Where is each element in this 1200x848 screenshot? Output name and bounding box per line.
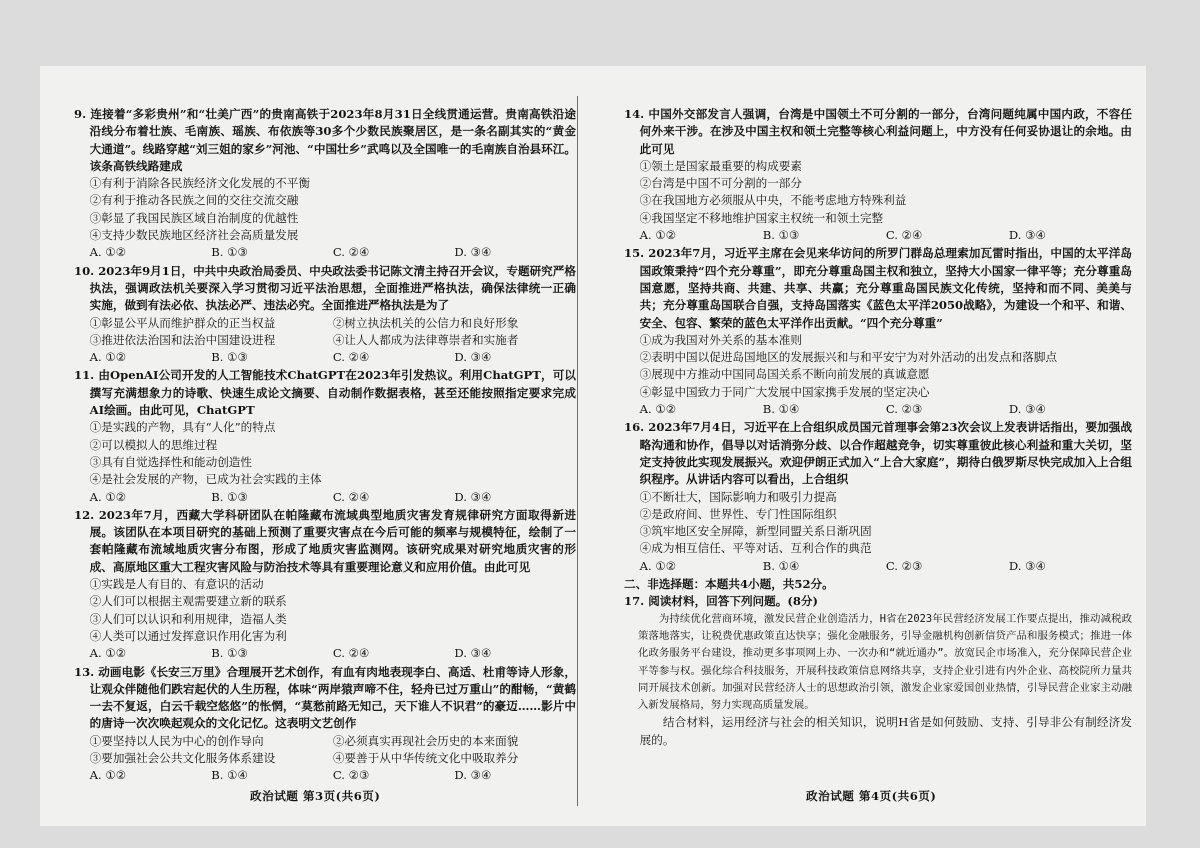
- question-17: [624, 593, 1132, 749]
- answer-choices: [74, 645, 576, 662]
- option-3: ③展现中方推动中国同岛国关系不断向前发展的真诚意愿: [639, 367, 930, 382]
- section-heading: 二、非选择题：本题共4小题，共52分。: [624, 577, 834, 592]
- option-2: ②有利于推动各民族之间的交往交流交融: [89, 193, 299, 208]
- right-page-column: [624, 106, 1132, 750]
- choice-a: A. ①②: [639, 558, 677, 573]
- answer-choices: [74, 244, 576, 261]
- choice-a: A. ①②: [639, 228, 677, 243]
- choice-c: C. ②④: [332, 350, 370, 365]
- option-4: ④成为相互信任、平等对话、互利合作的典范: [639, 541, 872, 556]
- answer-choices: [624, 227, 1132, 244]
- question-stem: 13. 动画电影《长安三万里》合理展开艺术创作，有血有肉地表现李白、高适、杜甫等诗人形象，让观众伴随他们跌宕起伏的人生历程，体味“两岸猿声啼不住，轻舟已过万重山”的酣畅，“黄鹤一去不复返，白云千载空悠悠”的怅惘，“莫愁前路无知己，天下谁人不识君”的豪迈……影片中的唐诗一次次唤起观众的文化记忆。这表明文艺创作: [74, 664, 576, 731]
- choice-d: D. ③④: [454, 768, 492, 783]
- option-3: ③人们可以认识和利用规律，造福人类: [89, 611, 287, 626]
- option-3: ③在我国地方必须服从中央，不能考虑地方特殊利益: [639, 193, 907, 208]
- option-2: ②必须真实再现社会历史的本来面貌: [332, 733, 519, 748]
- option-2: ②树立执法机关的公信力和良好形象: [332, 315, 519, 330]
- page-footer: 政治试题 第4页(共6页): [806, 789, 937, 803]
- question-12: [74, 507, 576, 663]
- choice-d: D. ③④: [454, 489, 492, 504]
- choice-b: B. ①③: [211, 245, 248, 260]
- answer-choices: [74, 489, 576, 506]
- choice-d: D. ③④: [454, 350, 492, 365]
- option-1: ①要坚持以人民为中心的创作导向: [89, 733, 264, 748]
- question-9: [74, 106, 576, 262]
- option-2: ②是政府间、世界性、专门性国际组织: [639, 506, 837, 521]
- left-page-column: [74, 106, 576, 786]
- option-3: ③要加强社会公共文化服务体系建设: [89, 750, 276, 765]
- option-4: ④让人人都成为法律尊崇者和实施者: [332, 332, 519, 347]
- question-task: 结合材料，运用经济与社会的相关知识，说明H省是如何鼓励、支持、引导非公有制经济发展的。: [639, 715, 1132, 747]
- option-4: ④我国坚定不移地维护国家主权统一和领土完整: [639, 210, 884, 225]
- choice-d: D. ③④: [454, 646, 492, 661]
- option-grid: [74, 315, 576, 350]
- choice-b: B. ①④: [762, 558, 800, 573]
- question-11: [74, 367, 576, 505]
- answer-choices: [624, 558, 1132, 575]
- option-1: ①有利于消除各民族经济文化发展的不平衡: [89, 176, 310, 191]
- question-stem: 12. 2023年7月，西藏大学科研团队在帕隆藏布流域典型地质灾害发育规律研究方面取得新进展。该团队在本项目研究的基础上预测了重要灾害点在今后可能的频率与规模特征，绘制了一套帕隆藏布流域地质灾害分布图，形成了地质灾害监测网。该研究成果对研究地质灾害的形成、高原地区重大工程灾害风险与防治技术等具有重要理论意义和应用价值。由此可见: [74, 507, 576, 574]
- option-1: ①彰显公平从而维护群众的正当权益: [89, 315, 276, 330]
- option-3: ③筑牢地区安全屏障，新型同盟关系日渐巩固: [639, 524, 872, 539]
- choice-a: A. ①②: [89, 768, 127, 783]
- choice-b: B. ①④: [211, 768, 248, 783]
- option-4: ④支持少数民族地区经济社会高质量发展: [89, 228, 299, 243]
- choice-a: A. ①②: [89, 350, 127, 365]
- question-10: [74, 263, 576, 367]
- choice-d: D. ③④: [1008, 402, 1046, 417]
- option-3: ③推进依法治国和法治中国建设进程: [89, 332, 276, 347]
- choice-a: A. ①②: [639, 402, 677, 417]
- answer-choices: [74, 767, 576, 784]
- option-1: ①成为我国对外关系的基本准则: [639, 332, 802, 347]
- question-15: [624, 245, 1132, 418]
- choice-d: D. ③④: [1008, 558, 1046, 573]
- option-1: ①是实践的产物，具有“人化”的特点: [89, 420, 276, 435]
- option-1: ①不断壮大，国际影响力和吸引力提高: [639, 489, 837, 504]
- choice-d: D. ③④: [454, 245, 492, 260]
- choice-b: B. ①④: [762, 402, 800, 417]
- choice-c: C. ②④: [332, 245, 370, 260]
- option-1: ①实践是人有目的、有意识的活动: [89, 577, 264, 592]
- option-grid: [74, 733, 576, 768]
- option-4: ④要善于从中华传统文化中吸取养分: [332, 750, 519, 765]
- option-3: ③彰显了我国民族区域自治制度的优越性: [89, 210, 299, 225]
- question-13: [74, 664, 576, 785]
- question-stem: 16. 2023年7月4日，习近平在上合组织成员国元首理事会第23次会议上发表讲话指出，要加强战略沟通和协作，倡导以对话消弥分歧、以合作超越竞争，切实尊重彼此核心利益和重大关切，坚定支持彼此实现发展振兴。欢迎伊朗正式加入“上合大家庭”，期待白俄罗斯尽快完成加入上合组织程序。从讲话内容可以看出，上合组织: [624, 420, 1132, 487]
- question-stem: 17. 阅读材料，回答下列问题。(8分): [624, 594, 818, 609]
- question-stem: 15. 2023年7月，习近平主席在会见来华访问的所罗门群岛总理索加瓦雷时指出，中国的太平洋岛国政策秉持“四个充分尊重”，即充分尊重岛国主权和独立，坚持大小国家一律平等；充分尊重岛国意愿，坚持共商、共建、共享、共赢；充分尊重岛国民族文化传统，坚持和而不同、美美与共；充分尊重岛国联合自强，支持岛国落实《蓝色太平洋2050战略》，为建设一个和平、和谐、安全、包容、繁荣的蓝色太平洋作出贡献。“四个充分尊重”: [624, 246, 1132, 330]
- page-divider: [577, 96, 578, 806]
- page-footer: 政治试题 第3页(共6页): [250, 789, 381, 803]
- option-4: ④彰显中国致力于同广大发展中国家携手发展的坚定决心: [639, 384, 930, 399]
- choice-c: C. ②③: [332, 768, 370, 783]
- option-2: ②可以模拟人的思维过程: [89, 437, 218, 452]
- reading-material: 为持续优化营商环境，激发民营企业创造活力，H省在2023年民营经济发展工作要点提出，推动减税政策落地落实，让税费优惠政策直达快享；强化金融服务，引导金融机构创新信贷产品和服务模式；推进一体化政务服务平台建设，推动更多事项网上办、一次办和“就近通办”。放宽民企市场准入，充分保障民营企业平等参与权。强化综合科技服务，开展科技政策信息网络共享，支持企业引进有内外企业、高校院所力量共同开展技术创新。加强对民营经济人士的思想政治引领，激发企业家爱国创业热情，引导民营企业家主动融入新发展格局，努力实现高质量发展。: [638, 612, 1132, 712]
- choice-b: B. ①③: [211, 350, 248, 365]
- option-2: ②台湾是中国不可分割的一部分: [639, 176, 802, 191]
- option-2: ②人们可以根据主观需要建立新的联系: [89, 594, 287, 609]
- question-stem: 11. 由OpenAI公司开发的人工智能技术ChatGPT在2023年引发热议。利用ChatGPT，可以撰写充满想象力的诗歌、快速生成论文摘要、自动制作数据表格，甚至还能按照指定要求完成AI绘画。由此可见，ChatGPT: [74, 368, 576, 418]
- choice-d: D. ③④: [1008, 228, 1046, 243]
- option-4: ④是社会发展的产物，已成为社会实践的主体: [89, 472, 322, 487]
- question-stem: 9. 连接着“多彩贵州”和“壮美广西”的贵南高铁于2023年8月31日全线贯通运营。贵南高铁沿途沿线分布着壮族、毛南族、瑶族、布依族等30多个少数民族聚居区，是一条名副其实的“黄金大通道”。线路穿越“刘三姐的家乡”河池、“中国壮乡”武鸣以及全国唯一的毛南族自治县环江。该条高铁线路建成: [74, 107, 576, 173]
- choice-b: B. ①③: [211, 489, 248, 504]
- choice-a: A. ①②: [89, 489, 127, 504]
- question-14: [624, 106, 1132, 244]
- choice-b: B. ①③: [211, 646, 248, 661]
- option-4: ④人类可以通过发挥意识作用化害为利: [89, 628, 287, 643]
- option-1: ①领土是国家最重要的构成要素: [639, 158, 802, 173]
- choice-c: C. ②④: [332, 646, 370, 661]
- choice-c: C. ②③: [885, 402, 923, 417]
- choice-c: C. ②④: [332, 489, 370, 504]
- question-stem: 10. 2023年9月1日，中共中央政治局委员、中央政法委书记陈文清主持召开会议，专题研究严格执法，强调政法机关要深入学习贯彻习近平法治思想，全面推进严格执法，确保法律统一正确实施，做到有法必依、执法必严、违法必究。全面推进严格执法是为了: [74, 263, 576, 313]
- choice-a: A. ①②: [89, 245, 127, 260]
- answer-choices: [624, 401, 1132, 418]
- choice-c: C. ②④: [885, 228, 923, 243]
- choice-a: A. ①②: [89, 646, 127, 661]
- option-2: ②表明中国以促进岛国地区的发展振兴和与和平安宁为对外活动的出发点和落脚点: [639, 350, 1058, 365]
- choice-b: B. ①③: [762, 228, 800, 243]
- question-stem: 14. 中国外交部发言人强调，台湾是中国领土不可分割的一部分，台湾问题纯属中国内政，不容任何外来干涉。在涉及中国主权和领土完整等核心利益问题上，中方没有任何妥协退让的余地。由此可见: [624, 107, 1132, 156]
- exam-sheet: [40, 66, 1146, 826]
- choice-c: C. ②③: [885, 558, 923, 573]
- question-16: [624, 419, 1132, 575]
- option-3: ③具有自觉选择性和能动创造性: [89, 454, 252, 469]
- answer-choices: [74, 349, 576, 366]
